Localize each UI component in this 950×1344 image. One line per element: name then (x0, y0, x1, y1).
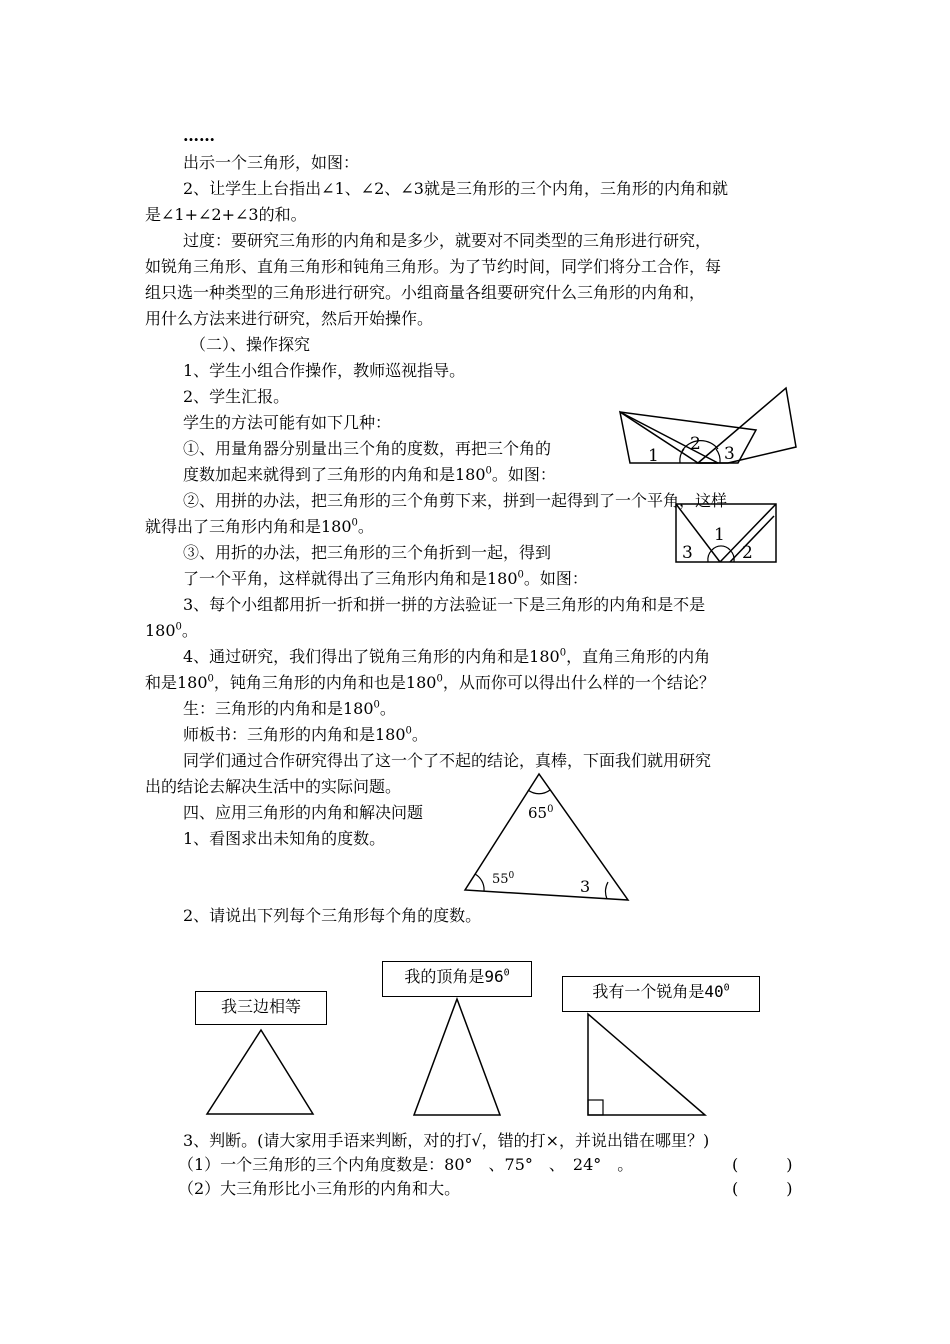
text-line: 就得出了三角形内角和是$180^0$。 (145, 517, 374, 536)
angle-label-unknown: 3 (580, 877, 591, 896)
text-line: 组只选一种类型的三角形进行研究。小组商量各组要研究什么三角形的内角和， (145, 283, 706, 302)
unknown-angle-triangle (462, 770, 632, 905)
text-line: ②、用拼的办法，把三角形的三个角剪下来，拼到一起得到了一个平角，这样 (183, 491, 728, 510)
text-line: 是∠1+∠2+∠3的和。 (145, 205, 307, 224)
text-line: 2、让学生上台指出∠1、∠2、∠3就是三角形的三个内角，三角形的内角和就 (183, 179, 728, 198)
angle-label-1: 1 (648, 446, 659, 466)
text-line: 4、通过研究，我们得出了锐角三角形的内角和是$180^0$，直角三角形的内角 (183, 647, 711, 666)
answer-blank-2[interactable]: ( ) (732, 1179, 793, 1198)
text-line: 出示一个三角形，如图： (183, 153, 360, 172)
text-line: 学生的方法可能有如下几种： (183, 413, 392, 432)
label-box-apex: 我的顶角是$96^0$ (382, 961, 532, 997)
section-heading: 四、应用三角形的内角和解决问题 (183, 803, 424, 822)
text-line: 1、看图求出未知角的度数。 (183, 829, 386, 848)
angle-label-1: 1 (714, 525, 725, 545)
text-line: 生：三角形的内角和是$180^0$。 (183, 699, 396, 718)
text-line: 用什么方法来进行研究，然后开始操作。 (145, 309, 434, 328)
text-line: $180^0$。 (145, 621, 198, 640)
text-line: ①、用量角器分别量出三个角的度数，再把三个角的 (183, 439, 552, 458)
isosceles-triangle (408, 997, 508, 1119)
text-line: 2、请说出下列每个三角形每个角的度数。 (183, 906, 482, 925)
angle-label-3: 3 (682, 543, 693, 563)
right-triangle (585, 1012, 710, 1118)
text-line: 了一个平角，这样就得出了三角形内角和是$180^0$。如图： (183, 569, 588, 588)
text-line: 师板书：三角形的内角和是$180^0$。 (183, 725, 428, 744)
text-line: 2、学生汇报。 (183, 387, 290, 406)
text-line: 过度：要研究三角形的内角和是多少，就要对不同类型的三角形进行研究， (183, 231, 712, 250)
angle-label-3: 3 (724, 444, 735, 464)
text-line: 如锐角三角形、直角三角形和钝角三角形。为了节约时间，同学们将分工合作，每 (145, 257, 722, 276)
text-line: 出的结论去解决生活中的实际问题。 (145, 777, 402, 796)
label-box-equilateral: 我三边相等 (195, 991, 327, 1025)
text-line: 和是$180^0$，钝角三角形的内角和也是$180^0$，从而你可以得出什么样的一个结论？ (145, 673, 715, 692)
judge-item-2: （2）大三角形比小三角形的内角和大。 (178, 1179, 461, 1198)
equilateral-triangle (205, 1028, 317, 1118)
answer-blank-1[interactable]: ( ) (732, 1155, 793, 1174)
angle-sum-figure-torn (618, 385, 808, 475)
angle-label-2: 2 (742, 543, 753, 563)
text-line: 1、学生小组合作操作，教师巡视指导。 (183, 361, 466, 380)
section-heading: （二）、操作探究 (190, 335, 311, 354)
judge-item-1: （1）一个三角形的三个内角度数是：80° 、75° 、 24° 。 (178, 1155, 634, 1174)
angle-value-top: $65^0$ (528, 804, 554, 822)
text-line: 同学们通过合作研究得出了这一个了不起的结论，真棒，下面我们就用研究 (183, 751, 712, 770)
angle-value-left: $55^0$ (492, 871, 515, 887)
text-line: 3、判断。(请大家用手语来判断，对的打√，错的打×，并说出错在哪里？) (183, 1131, 710, 1150)
text-line: 3、每个小组都用折一折和拼一拼的方法验证一下是三角形的内角和是不是 (183, 595, 706, 614)
label-box-acute: 我有一个锐角是$40^0$ (562, 976, 760, 1012)
ellipsis: …… (183, 126, 215, 145)
angle-label-2: 2 (690, 434, 701, 454)
text-line: 度数加起来就得到了三角形的内角和是$180^0$。如图： (183, 465, 556, 484)
angle-sum-figure-folded (672, 502, 782, 564)
text-line: ③、用折的办法，把三角形的三个角折到一起，得到 (183, 543, 552, 562)
